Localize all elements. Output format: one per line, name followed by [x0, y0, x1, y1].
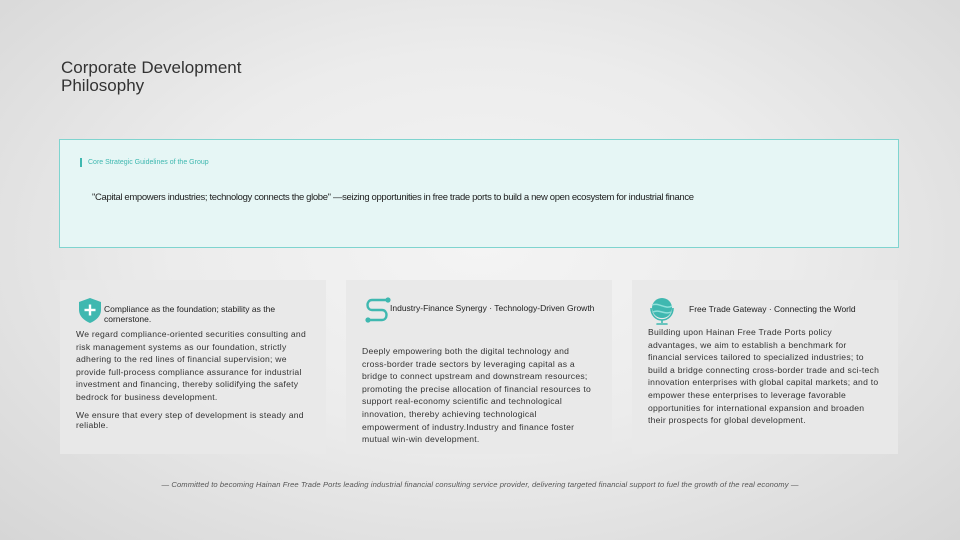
- card-compliance: [60, 280, 326, 454]
- globe-icon: [648, 296, 676, 324]
- card-paragraph: Deeply empowering both the digital technology and cross-border trade sectors by leveraging capital as a bridge to connect upstream and downstream resources; promoting the precise allocation of financial resources to support real-economy scientific and technological innovation, thereby achieving technological empowerment of industry.Industry and finance foster mutual win-win development.: [362, 346, 591, 445]
- card-body: [362, 345, 596, 452]
- connection-icon: [362, 296, 390, 324]
- card-body: [76, 328, 310, 436]
- card-free-trade: [632, 280, 898, 454]
- card-header: [362, 296, 600, 326]
- shield-plus-icon: [76, 296, 104, 324]
- card-paragraph: We ensure that every step of development is steady and reliable.: [76, 409, 304, 430]
- guidelines-label: Core Strategic Guidelines of the Group: [80, 158, 209, 167]
- page-title: Corporate Development Philosophy: [61, 58, 242, 95]
- card-header: [648, 296, 886, 326]
- card-body: [648, 326, 882, 433]
- strategic-guidelines-panel: [59, 139, 899, 248]
- footer-slogan: — Committed to becoming Hainan Free Trade Ports leading industrial financial consulting service provider, delivering targeted financial support to fuel the growth of the real economy —: [161, 480, 799, 489]
- card-title: Compliance as the foundation; stability as the cornerstone.: [104, 304, 276, 324]
- guidelines-quote: "Capital empowers industries; technology connects the globe" —seizing opportunities in free trade ports to build a new open ecosystem for industrial finance: [92, 192, 694, 203]
- card-title: Free Trade Gateway · Connecting the World: [689, 304, 856, 314]
- card-paragraph: We regard compliance-oriented securities consulting and risk management systems as our foundation, strictly adhering to the red lines of financial supervision; we provide full-process compliance assurance for industrial investment and financing, thereby solidifying the safety bedrock for business development.: [76, 329, 306, 402]
- card-title: Industry-Finance Synergy · Technology-Driven Growth: [390, 303, 595, 313]
- card-header: [76, 296, 314, 326]
- card-paragraph: Building upon Hainan Free Trade Ports policy advantages, we aim to establish a benchmark for financial services tailored to specialized industries; to build a bridge connecting cross-border trade and sci-tech innovation enterprises with global capital markets; and to empower these enterprises to leverage favorable opportunities for international expansion and broaden their prospects for global development.: [648, 327, 880, 426]
- card-synergy: [346, 280, 612, 454]
